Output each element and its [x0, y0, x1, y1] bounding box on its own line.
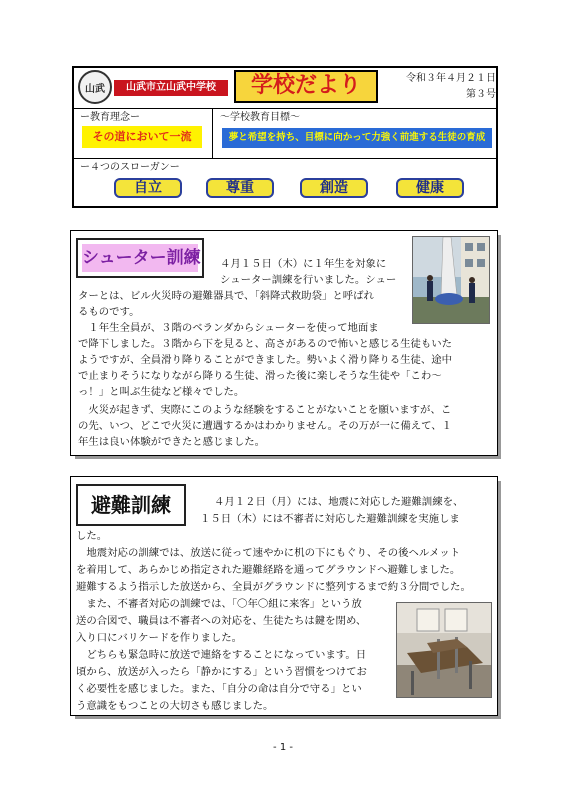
article-evacuation-line: した。 [76, 530, 108, 542]
article-evacuation-line: 避難するよう指示した放送から、全員がグラウンドに整列するまで約３分間でした。 [76, 581, 471, 593]
shooter-photo [412, 236, 490, 324]
article-shooter-line: っ！」と叫ぶ生徒など様々でした。 [78, 386, 245, 398]
article-shooter-line: で降下しました。３階から下を見ると、高さがあるので怖いと感じる生徒もいた [78, 338, 453, 350]
slogan-3: 創造 [300, 178, 368, 198]
article-evacuation-line: を着用して、あらかじめ指定された避難経路を通ってグラウンドへ避難しました。 [76, 564, 461, 576]
article-evacuation-title: 避難訓練 [76, 484, 186, 526]
issue-number: 第３号 [466, 89, 496, 100]
newsletter-title: 学校だより [234, 70, 378, 103]
article-shooter-line: ようですが、全員滑り降りることができました。勢いよく滑り降りる生徒、途中 [78, 354, 453, 366]
logo-text: 山武 [85, 83, 105, 95]
goal-label: ～学校教育目標～ [220, 112, 300, 123]
article-shooter-line: るものです。 [78, 306, 140, 318]
article-shooter-line: シューター訓練を行いました。シュー [220, 274, 397, 286]
classroom-photo [396, 602, 492, 698]
goal-text: 夢と希望を持ち、目標に向かって力強く前進する生徒の育成 [222, 128, 492, 148]
article-evacuation-line: ４月１２日（月）には、地震に対応した避難訓練を、 [214, 496, 464, 508]
philosophy-text: その道において一流 [82, 126, 202, 148]
slogan-label: ー４つのスローガンー [80, 162, 180, 173]
article-evacuation-line: う意識をもつことの大切さも感じました。 [76, 700, 274, 712]
slogan-2: 尊重 [206, 178, 274, 198]
article-shooter-line: ４月１５日（木）に１年生を対象に [220, 258, 387, 270]
article-shooter-title-text: シューター訓練 [82, 244, 198, 272]
article-evacuation-line: １５日（木）には不審者に対応した避難訓練を実施しま [200, 513, 460, 525]
article-shooter-line: 火災が起きず、実際にこのような経験をすることがないことを願いますが、こ [78, 404, 452, 416]
article-evacuation-line: 入り口にバリケードを作りました。 [76, 632, 243, 644]
newsletter-header [72, 66, 498, 208]
slogan-1: 自立 [114, 178, 182, 198]
article-shooter-line: 年生は良い体験ができたと感じました。 [78, 436, 266, 448]
article-evacuation-line: 地震対応の訓練では、放送に従って速やかに机の下にもぐり、その後ヘルメット [76, 547, 461, 559]
divider [212, 108, 213, 158]
page-number: - 1 - [273, 742, 293, 753]
classroom-photo-image [397, 603, 492, 698]
article-evacuation-line: 送の合図で、職員は不審者への対応を、生徒たちは鍵を閉め、 [76, 615, 367, 627]
article-shooter-line: の先、いつ、どこで火災に遭遇するかはわかりません。その万が一に備えて、１ [78, 420, 453, 432]
article-evacuation-line: く必要性を感じました。また、「自分の命は自分で守る」とい [76, 683, 362, 695]
school-logo [78, 70, 112, 104]
article-evacuation-line: また、不審者対応の訓練では、「〇年〇組に来客」という放 [76, 598, 362, 610]
article-shooter-line: ターとは、ビル火災時の避難器具で、「斜降式救助袋」と呼ばれ [78, 290, 374, 302]
article-evacuation-line: 頃から、放送が入ったら「静かにする」という習慣をつけてお [76, 666, 367, 678]
shooter-photo-image [413, 237, 490, 324]
school-name: 山武市立山武中学校 [114, 80, 228, 96]
article-shooter-line: で止まりそうになりながら降りる生徒、滑った後に楽しそうな生徒や「こわ～ [78, 370, 442, 382]
slogan-4: 健康 [396, 178, 464, 198]
article-shooter-line: １年生全員が、３階のベランダからシューターを使って地面ま [78, 322, 379, 334]
philosophy-label: ー教育理念ー [80, 112, 140, 123]
article-evacuation-line: どちらも緊急時に放送で連絡をすることになっています。日 [76, 649, 367, 661]
issue-date: 令和３年４月２１日 [406, 73, 496, 84]
article-shooter-title [76, 238, 204, 278]
